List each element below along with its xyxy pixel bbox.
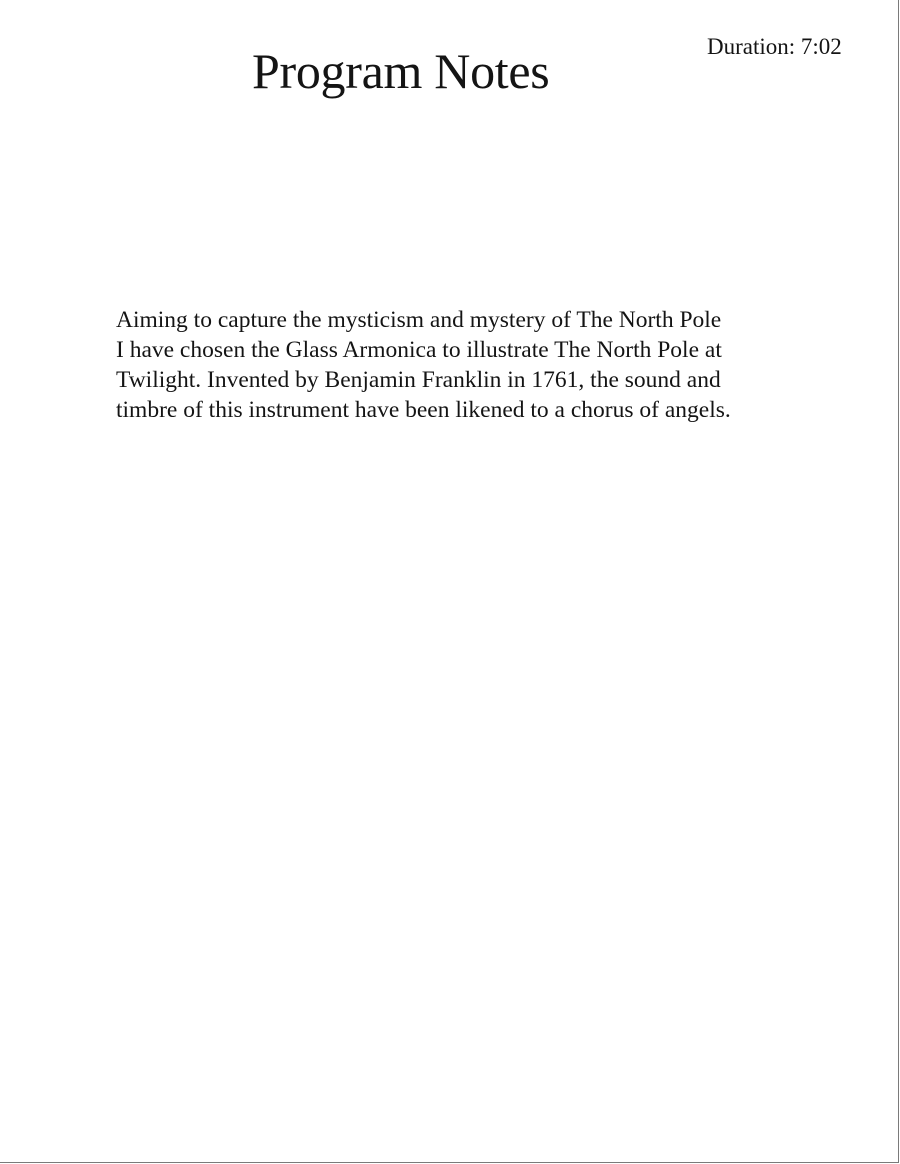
- notes-line-3: Twilight. Invented by Benjamin Franklin in 1761, the sound and: [116, 367, 721, 393]
- duration-label: Duration: 7:02: [707, 34, 842, 59]
- notes-line-1: Aiming to capture the mysticism and mystery of The North Pole: [116, 307, 722, 333]
- notes-line-2: I have chosen the Glass Armonica to illustrate The North Pole at: [116, 337, 722, 363]
- notes-line-4: timbre of this instrument have been likened to a chorus of angels.: [116, 397, 731, 423]
- program-notes-paragraph: [116, 305, 816, 425]
- page-title: Program Notes: [252, 43, 550, 99]
